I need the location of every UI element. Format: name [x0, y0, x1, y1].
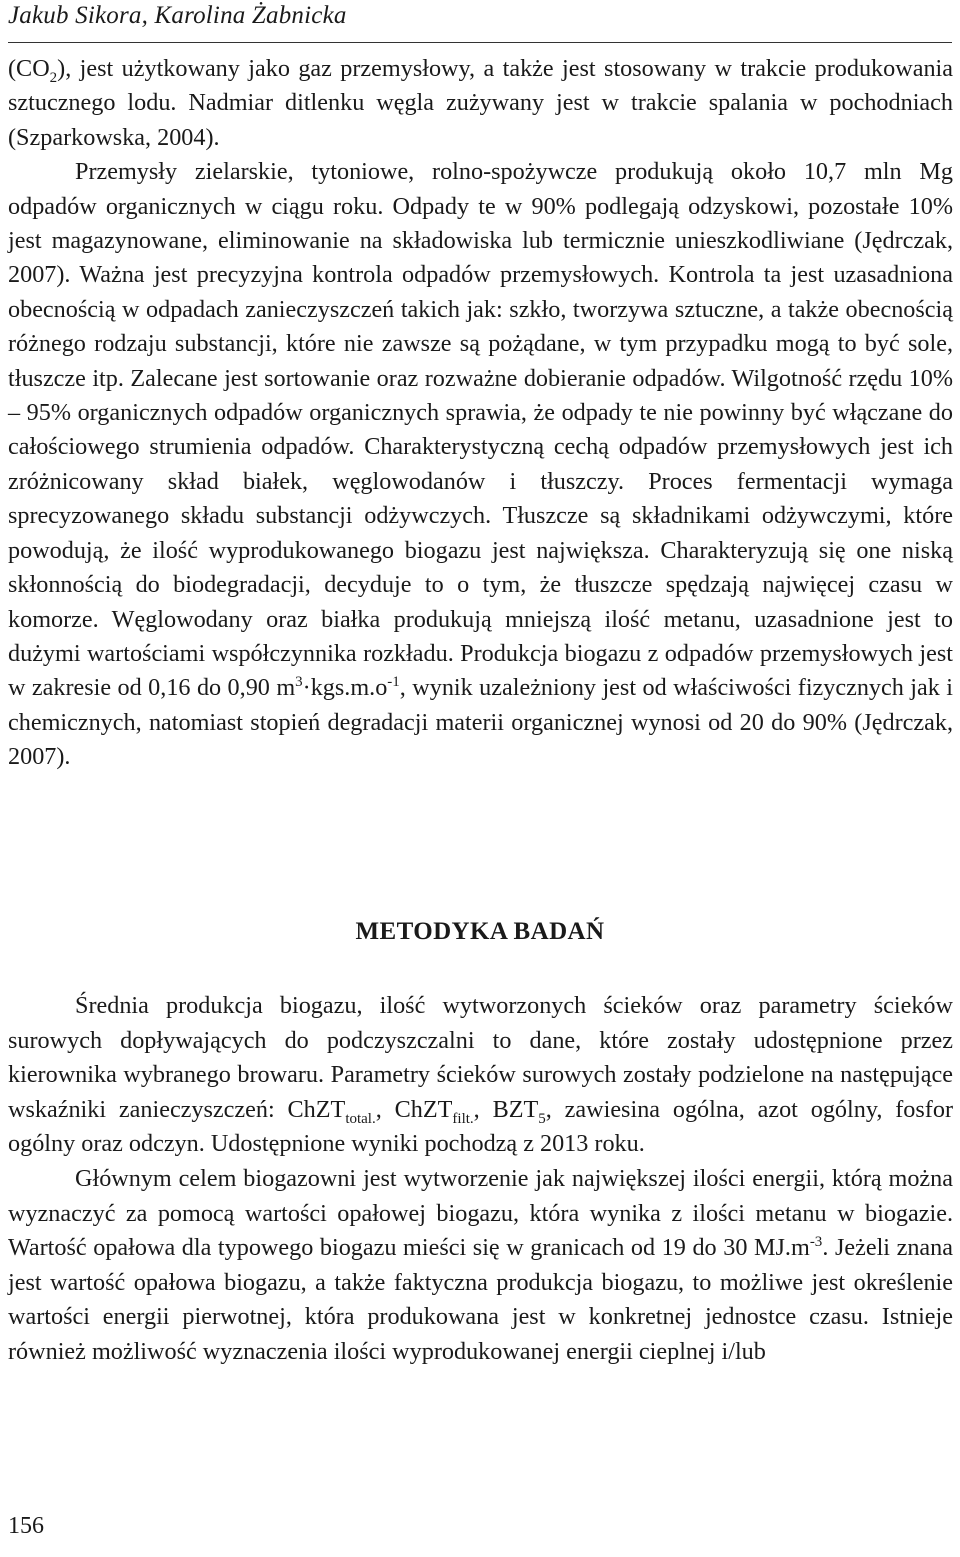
text-run: ·kgs.m.o	[302, 674, 388, 702]
body-text-bottom	[8, 989, 953, 1370]
paragraph	[8, 1162, 953, 1370]
paragraph	[8, 989, 953, 1162]
running-head: Jakub Sikora, Karolina Żabnicka	[8, 2, 347, 29]
page-number: 156	[8, 1513, 44, 1539]
subscript: 5	[538, 1110, 546, 1127]
text-run: ), jest użytkowany jako gaz przemysłowy, a także jest stosowany w trakcie produkowania sztucznego lodu. Nadmiar ditlenku węgla zużywany jest w trakcie spalania w pochodniach (Szparkowska, 2004).	[8, 55, 953, 151]
paragraph-continued	[8, 52, 953, 155]
body-text-top	[8, 52, 953, 775]
superscript: -3	[809, 1234, 823, 1251]
section-heading: METODYKA BADAŃ	[355, 918, 605, 945]
text-run: Głównym celem biogazowni jest wytworzenie jak największej ilości energii, którą można wyznaczyć za pomocą wartości opałowej biogazu, która wynika z ilości metanu w biogazie. Wartość opałowa dla typowego biogazu mieści się w granicach od 19 do 30 MJ.m	[8, 1164, 953, 1262]
text-run: Średnia produkcja biogazu, ilość wytworzonych ścieków oraz parametry ścieków surowych dopływających do podczyszczalni to dane, które zostały udostępnione przez kierownika wybranego browaru. Parametry ścieków surowych zostały podzielone na następujące wskaźniki zanieczyszczeń: ChZT	[8, 992, 953, 1123]
header-rule	[8, 42, 952, 43]
text-run: , BZT	[473, 1095, 539, 1123]
text-run: , ChZT	[375, 1095, 453, 1123]
paragraph	[8, 155, 953, 774]
subscript: 2	[49, 69, 58, 86]
text-run: . Jeżeli znana jest wartość opałowa biogazu, a także faktyczna produkcja biogazu, to możliwe jest określenie wartości energii pierwotnej, która produkowana jest w konkretnej jednostce czasu. Istnieje również możliwość wyznaczenia ilości wyprodukowanej energii cieplnej i/lub	[8, 1234, 953, 1365]
subscript: total.	[345, 1110, 376, 1127]
text-run: , zawiesina ogólna, azot ogólny, fosfor ogólny oraz odczyn. Udostępnione wyniki pochodzą z 2013 roku.	[8, 1095, 954, 1158]
subscript: filt.	[452, 1110, 474, 1127]
text-run: Przemysły zielarskie, tytoniowe, rolno-spożywcze produkują około 10,7 mln Mg odpadów organicznych w ciągu roku. Odpady te w 90% podlegają odzyskowi, pozostałe 10% jest magazynowane, eliminowanie na składowiska lub termicznie unieszkodliwiane (Jędrczak, 2007). Ważna jest precyzyjna kontrola odpadów przemysłowych. Kontrola ta jest uzasadniona obecnością w odpadach zanieczyszczeń takich jak: szkło, tworzywa sztuczne, a także obecnością różnego rodzaju substancji, które nie zawsze są pożądane, w tym przypadku mogą to być sole, tłuszcze itp. Zalecane jest sortowanie oraz rozważne dobieranie odpadów. Wilgotność rzędu 10% – 95% organicznych odpadów organicznych sprawia, że odpady te nie powinny być włączane do całościowego strumienia odpadów. Charakterystyczną cechą odpadów przemysłowych jest ich zróżnicowany skład białek, węglowodanów i tłuszczy. Proces fermentacji wymaga sprecyzowanego składu substancji odżywczych. Tłuszcze są składnikami odżywczymi, które powodują, że ilość wyprodukowanego biogazu jest największa. Charakteryzują się one niską skłonnością do biodegradacji, decyduje to o tym, że tłuszcze spędzają najwięcej czasu w komorze. Węglowodany oraz białka produkują mniejszą ilość metanu, uzasadnione jest to dużymi wartościami współczynnika rozkładu. Produkcja biogazu z odpadów przemysłowych jest w zakresie od 0,16 do 0,90 m	[8, 158, 953, 702]
superscript: 3	[295, 674, 303, 691]
text-run: (CO	[8, 55, 50, 82]
text-run: , wynik uzależniony jest od właściwości fizycznych jak i chemicznych, natomiast stopień degradacji materii organicznej wynosi od 20 do 90% (Jędrczak, 2007).	[8, 674, 953, 771]
superscript: -1	[387, 674, 400, 691]
